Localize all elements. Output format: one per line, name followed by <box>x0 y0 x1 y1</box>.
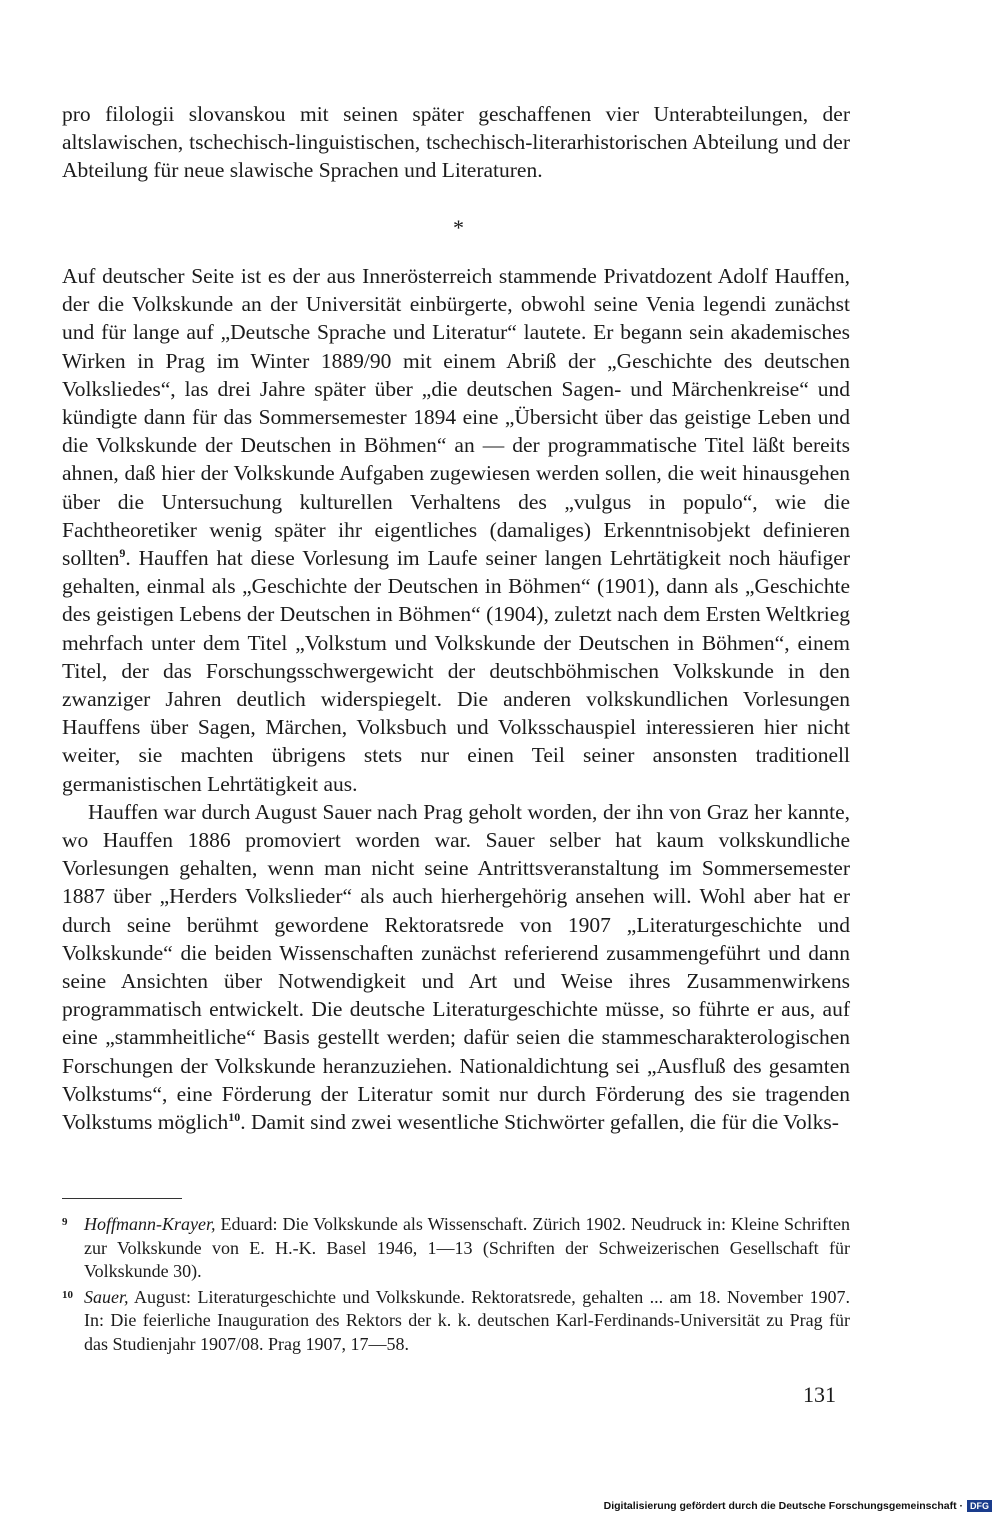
footnote-ref-10[interactable]: 10 <box>228 1109 241 1124</box>
dfg-logo-icon: DFG <box>967 1500 992 1512</box>
footnote-mark: 10 <box>62 1288 73 1301</box>
footnote-text: Eduard: Die Volkskunde als Wissenschaft. Zürich 1902. Neudruck in: Kleine Schriften zur Volkskunde von E. H.-K. Basel 1946, 1—13 (Schriften der Schweizerischen Gesellschaft für Volkskunde 30). <box>84 1214 850 1281</box>
paragraph-1-text-a: Auf deutscher Seite ist es der aus Innerösterreich stammende Privatdozent Adolf Hauffen, der die Volkskunde an der Universität einbürgerte, obwohl seine Venia legendi zunächst und für lange auf „Deutsche Sprache und Literatur“ lautete. Er begann sein akademisches Wirken in Prag im Winter 1889/90 mit einem Abriß der „Geschichte des deutschen Volksliedes“, las drei Jahre später über „die deutschen Sagen- und Märchenkreise“ und kündigte dann für das Sommersemester 1894 eine „Übersicht über das geistige Leben und die Volkskunde der Deutschen in Böhmen“ an — der programmatische Titel läßt bereits ahnen, daß hier der Volkskunde Aufgaben zugewiesen werden sollen, die weit hinausgehen über die Untersuchung kulturellen Verhaltens des „vulgus in populo“, wie die Fachtheoretiker wenig später ihr eigentliches (damaliges) Erkenntnisobjekt definieren sollten <box>62 264 850 571</box>
footnote-text: August: Literaturgeschichte und Volkskunde. Rektoratsrede, gehalten ... am 18. November 1907. In: Die feierliche Inauguration des Rektors der k. k. deutschen Karl-Ferdinands-Universität zu Prag für das Studienjahr 1907/08. Prag 1907, 17—58. <box>84 1286 850 1354</box>
paragraph-1-text-b: . Hauffen hat diese Vorlesung im Laufe seiner langen Lehrtätigkeit noch häufiger gehalten, einmal als „Geschichte der Deutschen in Böhmen“ (1901), dann als „Geschichte des geistigen Lebens der Deutschen in Böhmen“ (1904), zuletzt nach dem Ersten Weltkrieg mehrfach unter dem Titel „Volkstum und Volkskunde der Deutschen in Böhmen“, einem Titel, der das Forschungsschwergewicht der deutschböhmischen Volkskunde in den zwanziger Jahren deutlich widerspiegelt. Die anderen volkskundlichen Vorlesungen Hauffens über Sagen, Märchen, Volksbuch und Volksschauspiel interessieren hier nicht weiter, sie machten übrigens stets nur einen Teil seiner ansonsten traditionell germanistischen Lehrtätigkeit aus. <box>62 546 850 796</box>
paragraph-2 <box>62 798 850 1136</box>
section-divider: * <box>453 215 464 240</box>
opening-paragraph-block <box>62 100 850 185</box>
page-number: 131 <box>803 1382 836 1407</box>
footnote-9 <box>62 1213 850 1284</box>
footnote-ref-9[interactable]: 9 <box>119 545 126 560</box>
opening-paragraph: pro filologii slovanskou mit seinen später geschaffenen vier Unterabteilungen, der altslawischen, tschechisch-linguistischen, tschechisch-literarhistorischen Abteilung und der Abteilung für neue slawische Sprachen und Literaturen. <box>62 102 850 183</box>
main-text <box>62 262 850 1136</box>
footer-text: Digitalisierung gefördert durch die Deutsche Forschungsgemeinschaft · <box>603 1500 963 1512</box>
paragraph-1 <box>62 262 850 798</box>
footnote-10 <box>62 1286 850 1357</box>
footnote-author: Sauer, <box>84 1286 129 1307</box>
paragraph-2-text-a: Hauffen war durch August Sauer nach Prag geholt worden, der ihn von Graz her kannte, wo Hauffen 1886 promoviert worden war. Sauer selber hat kaum volkskundliche Vorlesungen gehalten, wenn man nicht seine Antrittsveranstaltung im Sommersemester 1887 über „Herders Volkslieder“ als auch hierhergehörig ansehen will. Wohl aber hat er durch seine berühmt gewordene Rektoratsrede von 1907 „Literaturgeschichte und Volkskunde“ die beiden Wissenschaften zunächst referierend zusammengeführt und dann seine Ansichten über Notwendigkeit und Art und Weise ihres Zusammenwirkens programmatisch entwickelt. Die deutsche Literaturgeschichte müsse, so führte er aus, auf eine „stammheitliche“ Basis gestellt werden; dafür seien die stammescharakterologischen Forschungen der Volkskunde heranzuziehen. Nationaldichtung sei „Ausfluß des gesamten Volkstums“, eine Förderung der Literatur somit nur durch Förderung des sie tragenden Volkstums möglich <box>62 799 850 1135</box>
paragraph-2-text-b: . Damit sind zwei wesentliche Stichwörter gefallen, die für die Volks- <box>240 1110 839 1135</box>
footnote-author: Hoffmann-Krayer, <box>84 1214 216 1234</box>
footnotes <box>62 1213 850 1358</box>
footer-credit <box>604 1500 992 1512</box>
footnote-divider <box>62 1198 182 1199</box>
footnote-mark: 9 <box>62 1216 68 1228</box>
